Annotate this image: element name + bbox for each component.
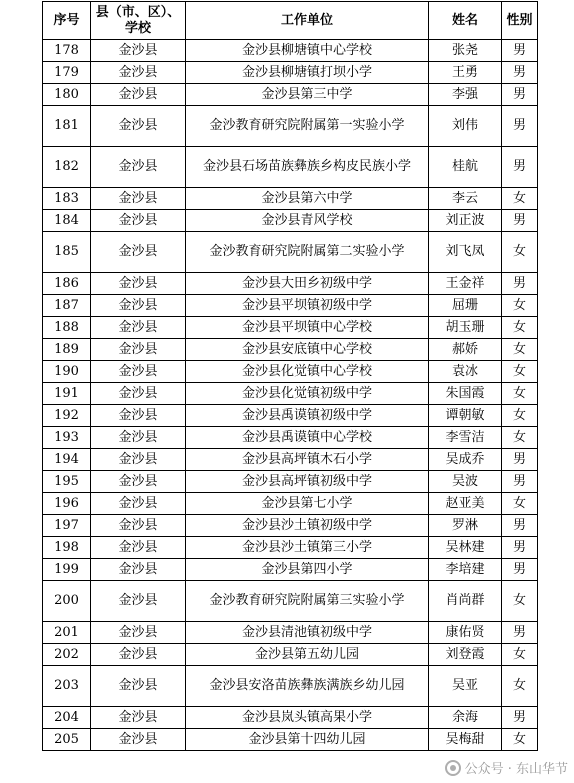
cell-no: 201 [43, 622, 91, 644]
table-row [43, 427, 538, 449]
table-row [43, 493, 538, 515]
cell-unit: 金沙县青风学校 [186, 210, 429, 232]
cell-sex: 男 [502, 515, 538, 537]
cell-county: 金沙县 [91, 666, 186, 707]
cell-no: 198 [43, 537, 91, 559]
cell-unit: 金沙县安底镇中心学校 [186, 339, 429, 361]
cell-sex: 男 [502, 106, 538, 147]
cell-unit: 金沙县柳塘镇打坝小学 [186, 62, 429, 84]
cell-unit: 金沙县石场苗族彝族乡构皮民族小学 [186, 147, 429, 188]
header-unit: 工作单位 [186, 2, 429, 40]
table-row [43, 383, 538, 405]
cell-unit: 金沙县第六中学 [186, 188, 429, 210]
cell-county: 金沙县 [91, 493, 186, 515]
cell-sex: 女 [502, 361, 538, 383]
table-row [43, 62, 538, 84]
cell-unit: 金沙县岚头镇高果小学 [186, 707, 429, 729]
table-row [43, 188, 538, 210]
cell-sex: 女 [502, 232, 538, 273]
cell-name: 谭朝敏 [429, 405, 502, 427]
table-row [43, 559, 538, 581]
cell-sex: 男 [502, 537, 538, 559]
cell-county: 金沙县 [91, 147, 186, 188]
cell-name: 王勇 [429, 62, 502, 84]
table-row [43, 295, 538, 317]
header-name: 姓名 [429, 2, 502, 40]
table-row [43, 210, 538, 232]
cell-no: 192 [43, 405, 91, 427]
cell-name: 王金祥 [429, 273, 502, 295]
cell-unit: 金沙县第七小学 [186, 493, 429, 515]
cell-name: 朱国霞 [429, 383, 502, 405]
cell-name: 吴亚 [429, 666, 502, 707]
watermark-text: 公众号 · 东山华节 [464, 762, 568, 777]
cell-name: 刘飞凤 [429, 232, 502, 273]
cell-sex: 女 [502, 188, 538, 210]
cell-unit: 金沙县沙土镇第三小学 [186, 537, 429, 559]
cell-county: 金沙县 [91, 537, 186, 559]
table-row [43, 622, 538, 644]
cell-sex: 男 [502, 559, 538, 581]
table-row [43, 515, 538, 537]
cell-name: 胡玉珊 [429, 317, 502, 339]
table-row [43, 339, 538, 361]
cell-name: 李强 [429, 84, 502, 106]
table-row [43, 40, 538, 62]
cell-county: 金沙县 [91, 471, 186, 493]
cell-no: 200 [43, 581, 91, 622]
cell-sex: 男 [502, 273, 538, 295]
cell-unit: 金沙县禹谟镇中心学校 [186, 427, 429, 449]
cell-no: 187 [43, 295, 91, 317]
cell-county: 金沙县 [91, 449, 186, 471]
cell-name: 刘伟 [429, 106, 502, 147]
cell-no: 178 [43, 40, 91, 62]
cell-sex: 男 [502, 449, 538, 471]
cell-no: 184 [43, 210, 91, 232]
cell-unit: 金沙县平坝镇中心学校 [186, 317, 429, 339]
table-row [43, 449, 538, 471]
cell-no: 186 [43, 273, 91, 295]
table-row [43, 581, 538, 622]
cell-unit: 金沙县柳塘镇中心学校 [186, 40, 429, 62]
cell-no: 191 [43, 383, 91, 405]
cell-county: 金沙县 [91, 361, 186, 383]
header-county: 县（市、区）、学校 [91, 2, 186, 40]
cell-unit: 金沙县大田乡初级中学 [186, 273, 429, 295]
cell-unit: 金沙县化觉镇中心学校 [186, 361, 429, 383]
table-row [43, 317, 538, 339]
cell-sex: 女 [502, 427, 538, 449]
cell-name: 屈珊 [429, 295, 502, 317]
cell-no: 181 [43, 106, 91, 147]
table-row [43, 361, 538, 383]
cell-no: 199 [43, 559, 91, 581]
cell-name: 李培建 [429, 559, 502, 581]
table-row [43, 537, 538, 559]
cell-unit: 金沙县平坝镇初级中学 [186, 295, 429, 317]
cell-name: 吴成乔 [429, 449, 502, 471]
cell-no: 189 [43, 339, 91, 361]
cell-sex: 女 [502, 405, 538, 427]
cell-no: 204 [43, 707, 91, 729]
cell-sex: 男 [502, 622, 538, 644]
cell-no: 190 [43, 361, 91, 383]
cell-no: 205 [43, 729, 91, 751]
teacher-list-table [42, 1, 538, 751]
cell-unit: 金沙县禹谟镇初级中学 [186, 405, 429, 427]
cell-county: 金沙县 [91, 62, 186, 84]
cell-unit: 金沙县第五幼儿园 [186, 644, 429, 666]
table-row [43, 106, 538, 147]
cell-sex: 男 [502, 40, 538, 62]
cell-sex: 男 [502, 84, 538, 106]
cell-name: 桂航 [429, 147, 502, 188]
table-row [43, 729, 538, 751]
cell-unit: 金沙县化觉镇初级中学 [186, 383, 429, 405]
table-row [43, 666, 538, 707]
cell-name: 罗淋 [429, 515, 502, 537]
header-sex: 性别 [502, 2, 538, 40]
cell-county: 金沙县 [91, 339, 186, 361]
cell-name: 吴林建 [429, 537, 502, 559]
table-body [43, 40, 538, 751]
cell-unit: 金沙县高坪镇初级中学 [186, 471, 429, 493]
cell-county: 金沙县 [91, 644, 186, 666]
cell-sex: 女 [502, 295, 538, 317]
cell-no: 193 [43, 427, 91, 449]
cell-name: 余海 [429, 707, 502, 729]
watermark [445, 758, 568, 777]
cell-unit: 金沙县清池镇初级中学 [186, 622, 429, 644]
cell-name: 李雪洁 [429, 427, 502, 449]
cell-name: 康佑贤 [429, 622, 502, 644]
cell-unit: 金沙教育研究院附属第二实验小学 [186, 232, 429, 273]
cell-county: 金沙县 [91, 427, 186, 449]
cell-sex: 男 [502, 62, 538, 84]
cell-unit: 金沙教育研究院附属第一实验小学 [186, 106, 429, 147]
cell-no: 188 [43, 317, 91, 339]
table-row [43, 84, 538, 106]
cell-no: 194 [43, 449, 91, 471]
cell-sex: 女 [502, 581, 538, 622]
cell-name: 吴波 [429, 471, 502, 493]
cell-unit: 金沙教育研究院附属第三实验小学 [186, 581, 429, 622]
cell-unit: 金沙县高坪镇木石小学 [186, 449, 429, 471]
cell-sex: 女 [502, 317, 538, 339]
cell-name: 刘登霞 [429, 644, 502, 666]
cell-name: 李云 [429, 188, 502, 210]
cell-no: 185 [43, 232, 91, 273]
cell-county: 金沙县 [91, 383, 186, 405]
cell-sex: 女 [502, 383, 538, 405]
cell-sex: 女 [502, 666, 538, 707]
table-row [43, 707, 538, 729]
cell-no: 195 [43, 471, 91, 493]
cell-unit: 金沙县安洛苗族彝族满族乡幼儿园 [186, 666, 429, 707]
cell-county: 金沙县 [91, 405, 186, 427]
wechat-channel-icon [445, 760, 461, 776]
cell-sex: 男 [502, 471, 538, 493]
cell-county: 金沙县 [91, 210, 186, 232]
cell-county: 金沙县 [91, 515, 186, 537]
cell-no: 180 [43, 84, 91, 106]
cell-county: 金沙县 [91, 729, 186, 751]
table-row [43, 644, 538, 666]
cell-no: 179 [43, 62, 91, 84]
cell-no: 183 [43, 188, 91, 210]
cell-sex: 女 [502, 644, 538, 666]
cell-county: 金沙县 [91, 232, 186, 273]
header-no: 序号 [43, 2, 91, 40]
table-header-row [43, 2, 538, 40]
cell-sex: 女 [502, 339, 538, 361]
cell-name: 肖尚群 [429, 581, 502, 622]
cell-sex: 男 [502, 210, 538, 232]
cell-sex: 男 [502, 707, 538, 729]
cell-county: 金沙县 [91, 295, 186, 317]
table-row [43, 232, 538, 273]
cell-unit: 金沙县沙土镇初级中学 [186, 515, 429, 537]
cell-unit: 金沙县第四小学 [186, 559, 429, 581]
cell-county: 金沙县 [91, 188, 186, 210]
cell-no: 203 [43, 666, 91, 707]
cell-sex: 男 [502, 147, 538, 188]
cell-name: 刘正波 [429, 210, 502, 232]
cell-county: 金沙县 [91, 622, 186, 644]
cell-county: 金沙县 [91, 40, 186, 62]
table-row [43, 273, 538, 295]
cell-county: 金沙县 [91, 707, 186, 729]
cell-no: 202 [43, 644, 91, 666]
table-row [43, 147, 538, 188]
cell-name: 郝娇 [429, 339, 502, 361]
cell-county: 金沙县 [91, 273, 186, 295]
cell-county: 金沙县 [91, 559, 186, 581]
cell-sex: 女 [502, 493, 538, 515]
cell-unit: 金沙县第三中学 [186, 84, 429, 106]
cell-no: 182 [43, 147, 91, 188]
cell-name: 吴梅甜 [429, 729, 502, 751]
table-row [43, 405, 538, 427]
cell-name: 张尧 [429, 40, 502, 62]
cell-county: 金沙县 [91, 106, 186, 147]
cell-unit: 金沙县第十四幼儿园 [186, 729, 429, 751]
cell-sex: 女 [502, 729, 538, 751]
table-row [43, 471, 538, 493]
cell-no: 196 [43, 493, 91, 515]
cell-county: 金沙县 [91, 84, 186, 106]
cell-no: 197 [43, 515, 91, 537]
cell-name: 袁冰 [429, 361, 502, 383]
cell-name: 赵亚美 [429, 493, 502, 515]
cell-county: 金沙县 [91, 581, 186, 622]
cell-county: 金沙县 [91, 317, 186, 339]
